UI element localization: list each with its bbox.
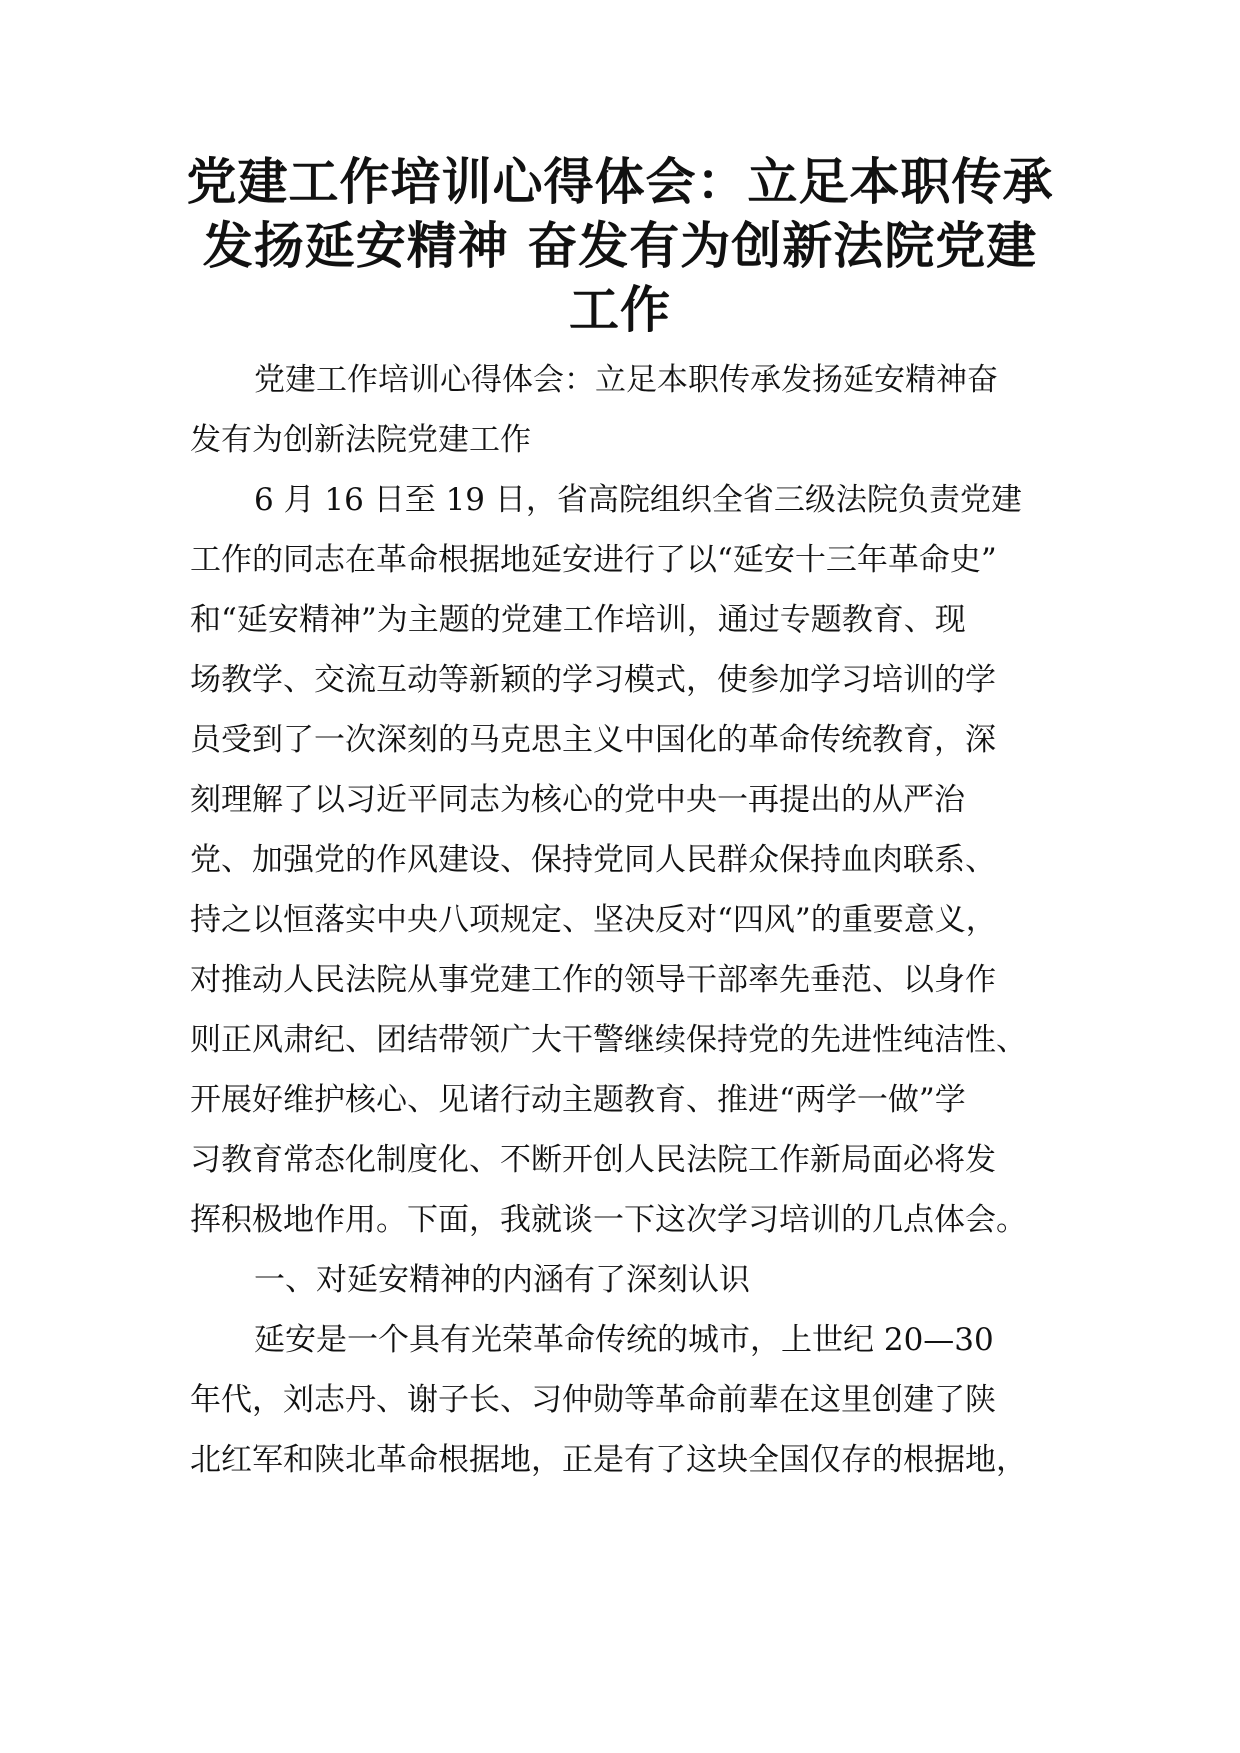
document-title xyxy=(180,150,1060,342)
body-line: 延安是一个具有光荣革命传统的城市，上世纪 20—30 xyxy=(254,1322,994,1358)
document-body xyxy=(190,350,1070,1490)
title-line: 党建工作培训心得体会：立足本职传承 xyxy=(186,153,1054,211)
body-line: 6 月 16 日至 19 日，省高院组织全省三级法院负责党建 xyxy=(254,482,1022,518)
body-line: 员受到了一次深刻的马克思主义中国化的革命传统教育，深 xyxy=(190,722,996,758)
body-line: 和“延安精神”为主题的党建工作培训，通过专题教育、现 xyxy=(190,602,966,638)
body-line: 刻理解了以习近平同志为核心的党中央一再提出的从严治 xyxy=(190,782,965,818)
body-line: 开展好维护核心、见诸行动主题教育、推进“两学一做”学 xyxy=(190,1082,966,1118)
body-line: 党建工作培训心得体会：立足本职传承发扬延安精神奋 xyxy=(254,362,998,398)
body-line: 年代，刘志丹、谢子长、习仲勋等革命前辈在这里创建了陕 xyxy=(190,1382,996,1418)
title-line: 工作 xyxy=(569,281,671,339)
body-line: 对推动人民法院从事党建工作的领导干部率先垂范、以身作 xyxy=(190,962,996,998)
body-line: 场教学、交流互动等新颖的学习模式，使参加学习培训的学 xyxy=(190,662,996,698)
body-line: 则正风肃纪、团结带领广大干警继续保持党的先进性纯洁性、 xyxy=(190,1022,1027,1058)
body-line: 工作的同志在革命根据地延安进行了以“延安十三年革命史” xyxy=(190,542,997,578)
body-line: 习教育常态化制度化、不断开创人民法院工作新局面必将发 xyxy=(190,1142,996,1178)
body-line: 党、加强党的作风建设、保持党同人民群众保持血肉联系、 xyxy=(190,842,996,878)
body-line: 北红军和陕北革命根据地，正是有了这块全国仅存的根据地， xyxy=(190,1442,1027,1478)
title-line: 发扬延安精神 奋发有为创新法院党建 xyxy=(202,217,1038,275)
section-heading: 一、对延安精神的内涵有了深刻认识 xyxy=(254,1262,750,1298)
body-line: 发有为创新法院党建工作 xyxy=(190,422,531,458)
body-line: 挥积极地作用。下面，我就谈一下这次学习培训的几点体会。 xyxy=(190,1202,1027,1238)
body-line: 持之以恒落实中央八项规定、坚决反对“四风”的重要意义， xyxy=(190,902,997,938)
